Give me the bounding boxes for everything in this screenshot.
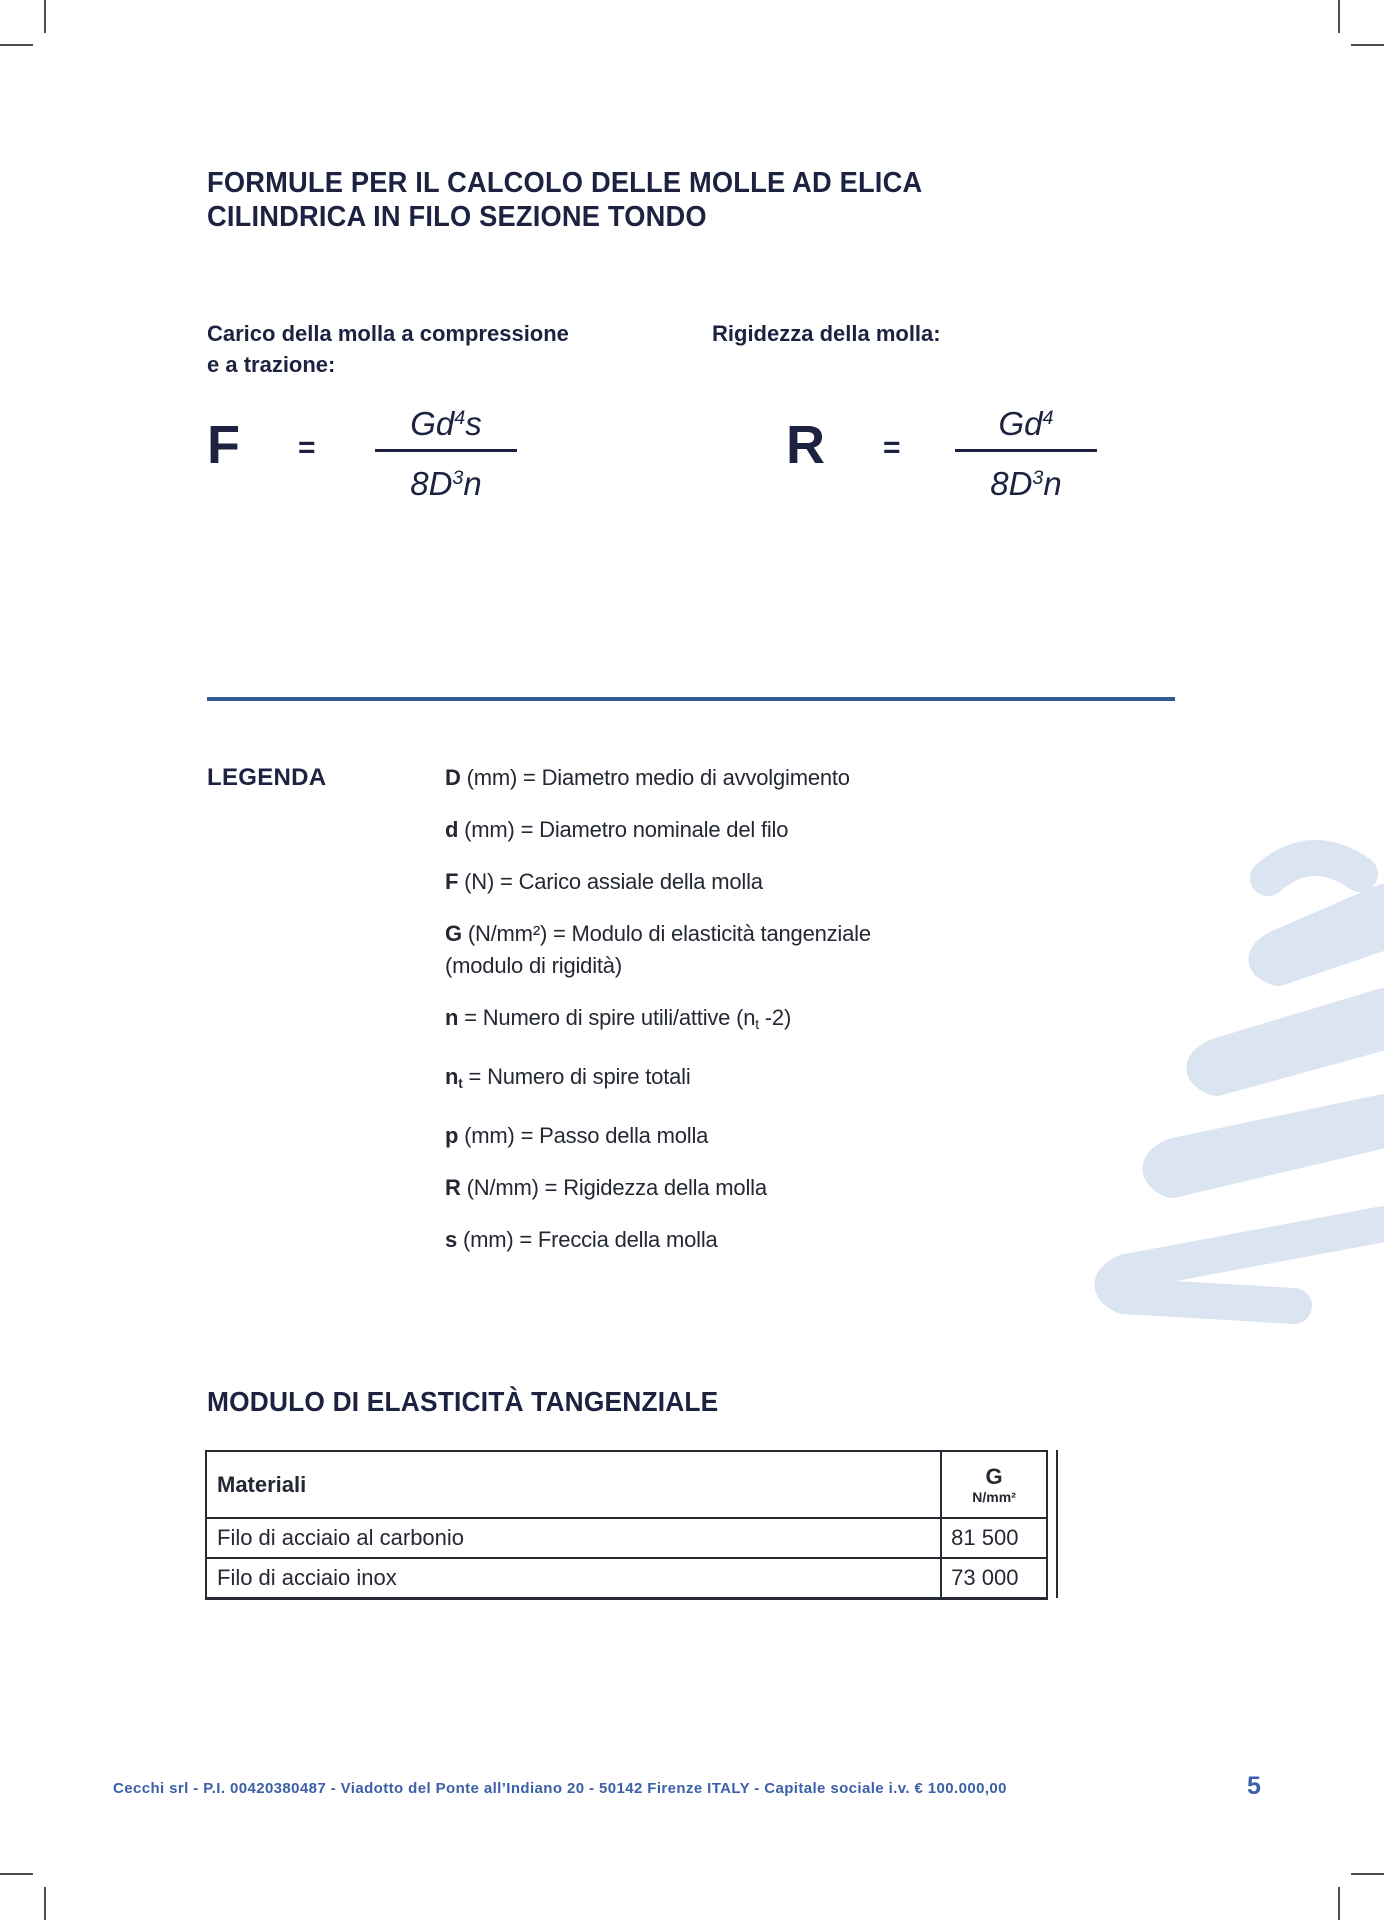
legend-heading: LEGENDA — [207, 764, 327, 791]
crop-mark-top-left-h — [0, 44, 33, 46]
formula-r-numerator: Gd$^4$ — [998, 404, 1054, 442]
legend-item-text: D (mm) = Diametro medio di avvolgimento — [445, 765, 850, 790]
compression-load-label: Carico della molla a compressione e a trazione: — [207, 321, 569, 377]
legend-item-text-line2: (modulo di rigidità) — [445, 953, 622, 978]
g-column-header-symbol: G — [985, 1463, 1003, 1489]
stiffness-label: Rigidezza della molla: — [712, 321, 941, 346]
formula-f-equals: = — [298, 431, 316, 464]
fraction-bar — [955, 449, 1097, 452]
g-column-header-unit: N/mm² — [972, 1488, 1016, 1505]
formula-r-equals: = — [883, 431, 901, 464]
page-title — [207, 166, 922, 234]
material-cell: Filo di acciaio inox — [206, 1558, 941, 1598]
legend-item-text: n = Numero di spire utili/attive (nt -2) — [445, 1005, 792, 1032]
legend-item-text: nt = Numero di spire totali — [445, 1063, 691, 1091]
modulus-table-body — [206, 1518, 1047, 1598]
g-value-cell: 73 000 — [941, 1558, 1047, 1598]
crop-mark-bottom-right-h — [1351, 1873, 1384, 1875]
table-row — [206, 1518, 1047, 1558]
legend-item-text: d (mm) = Diametro nominale del filo — [445, 817, 789, 842]
legend-item-text: R (N/mm) = Rigidezza della molla — [445, 1174, 767, 1200]
g-value-cell: 81 500 — [941, 1518, 1047, 1558]
formula-r-denominator: $8D^3n$ — [990, 464, 1062, 502]
page-number: 5 — [1247, 1772, 1261, 1800]
spring-decoration-graphic — [1040, 818, 1384, 1333]
fraction-bar — [375, 449, 517, 452]
crop-mark-bottom-right-v — [1338, 1887, 1340, 1920]
formula-f-symbol: F — [207, 415, 240, 475]
crop-mark-bottom-left-v — [44, 1887, 46, 1920]
table-outer-rule — [1056, 1450, 1058, 1598]
crop-mark-top-right-v — [1338, 0, 1340, 33]
page-title-line1: FORMULE PER IL CALCOLO DELLE MOLLE AD ELICA — [207, 167, 923, 199]
formula-f-fraction — [375, 396, 517, 506]
table-header-row — [206, 1451, 1047, 1518]
table-row — [206, 1558, 1047, 1598]
modulus-section-heading: MODULO DI ELASTICITÀ TANGENZIALE — [207, 1386, 719, 1417]
formula-r-symbol: R — [786, 415, 825, 475]
g-column-header — [941, 1451, 1047, 1518]
section-divider-line — [207, 697, 1175, 701]
formula-r-fraction — [955, 396, 1097, 506]
crop-mark-top-right-h — [1351, 44, 1384, 46]
footer-company-line: Cecchi srl - P.I. 00420380487 - Viadotto del Ponte all’Indiano 20 - 50142 Firenze ITALY - Capitale sociale i.v. € 100.000,00 — [113, 1780, 1007, 1797]
crop-mark-bottom-left-h — [0, 1873, 33, 1875]
materials-column-header: Materiali — [206, 1451, 941, 1518]
formula-f-denominator: $8D^3n$ — [410, 464, 482, 502]
formula-f-numerator: Gd$^4$s — [410, 404, 482, 442]
crop-mark-top-left-v — [44, 0, 46, 33]
legend-item-text: G (N/mm²) = Modulo di elasticità tangenziale — [445, 921, 871, 946]
page-title-line2: CILINDRICA IN FILO SEZIONE TONDO — [207, 201, 707, 233]
modulus-table — [205, 1450, 1048, 1600]
legend-item-text: F (N) = Carico assiale della molla — [445, 869, 763, 894]
legend-item-text: p (mm) = Passo della molla — [445, 1122, 709, 1148]
material-cell: Filo di acciaio al carbonio — [206, 1518, 941, 1558]
legend-item — [445, 762, 1165, 794]
legend-item-text: s (mm) = Freccia della molla — [445, 1226, 718, 1252]
